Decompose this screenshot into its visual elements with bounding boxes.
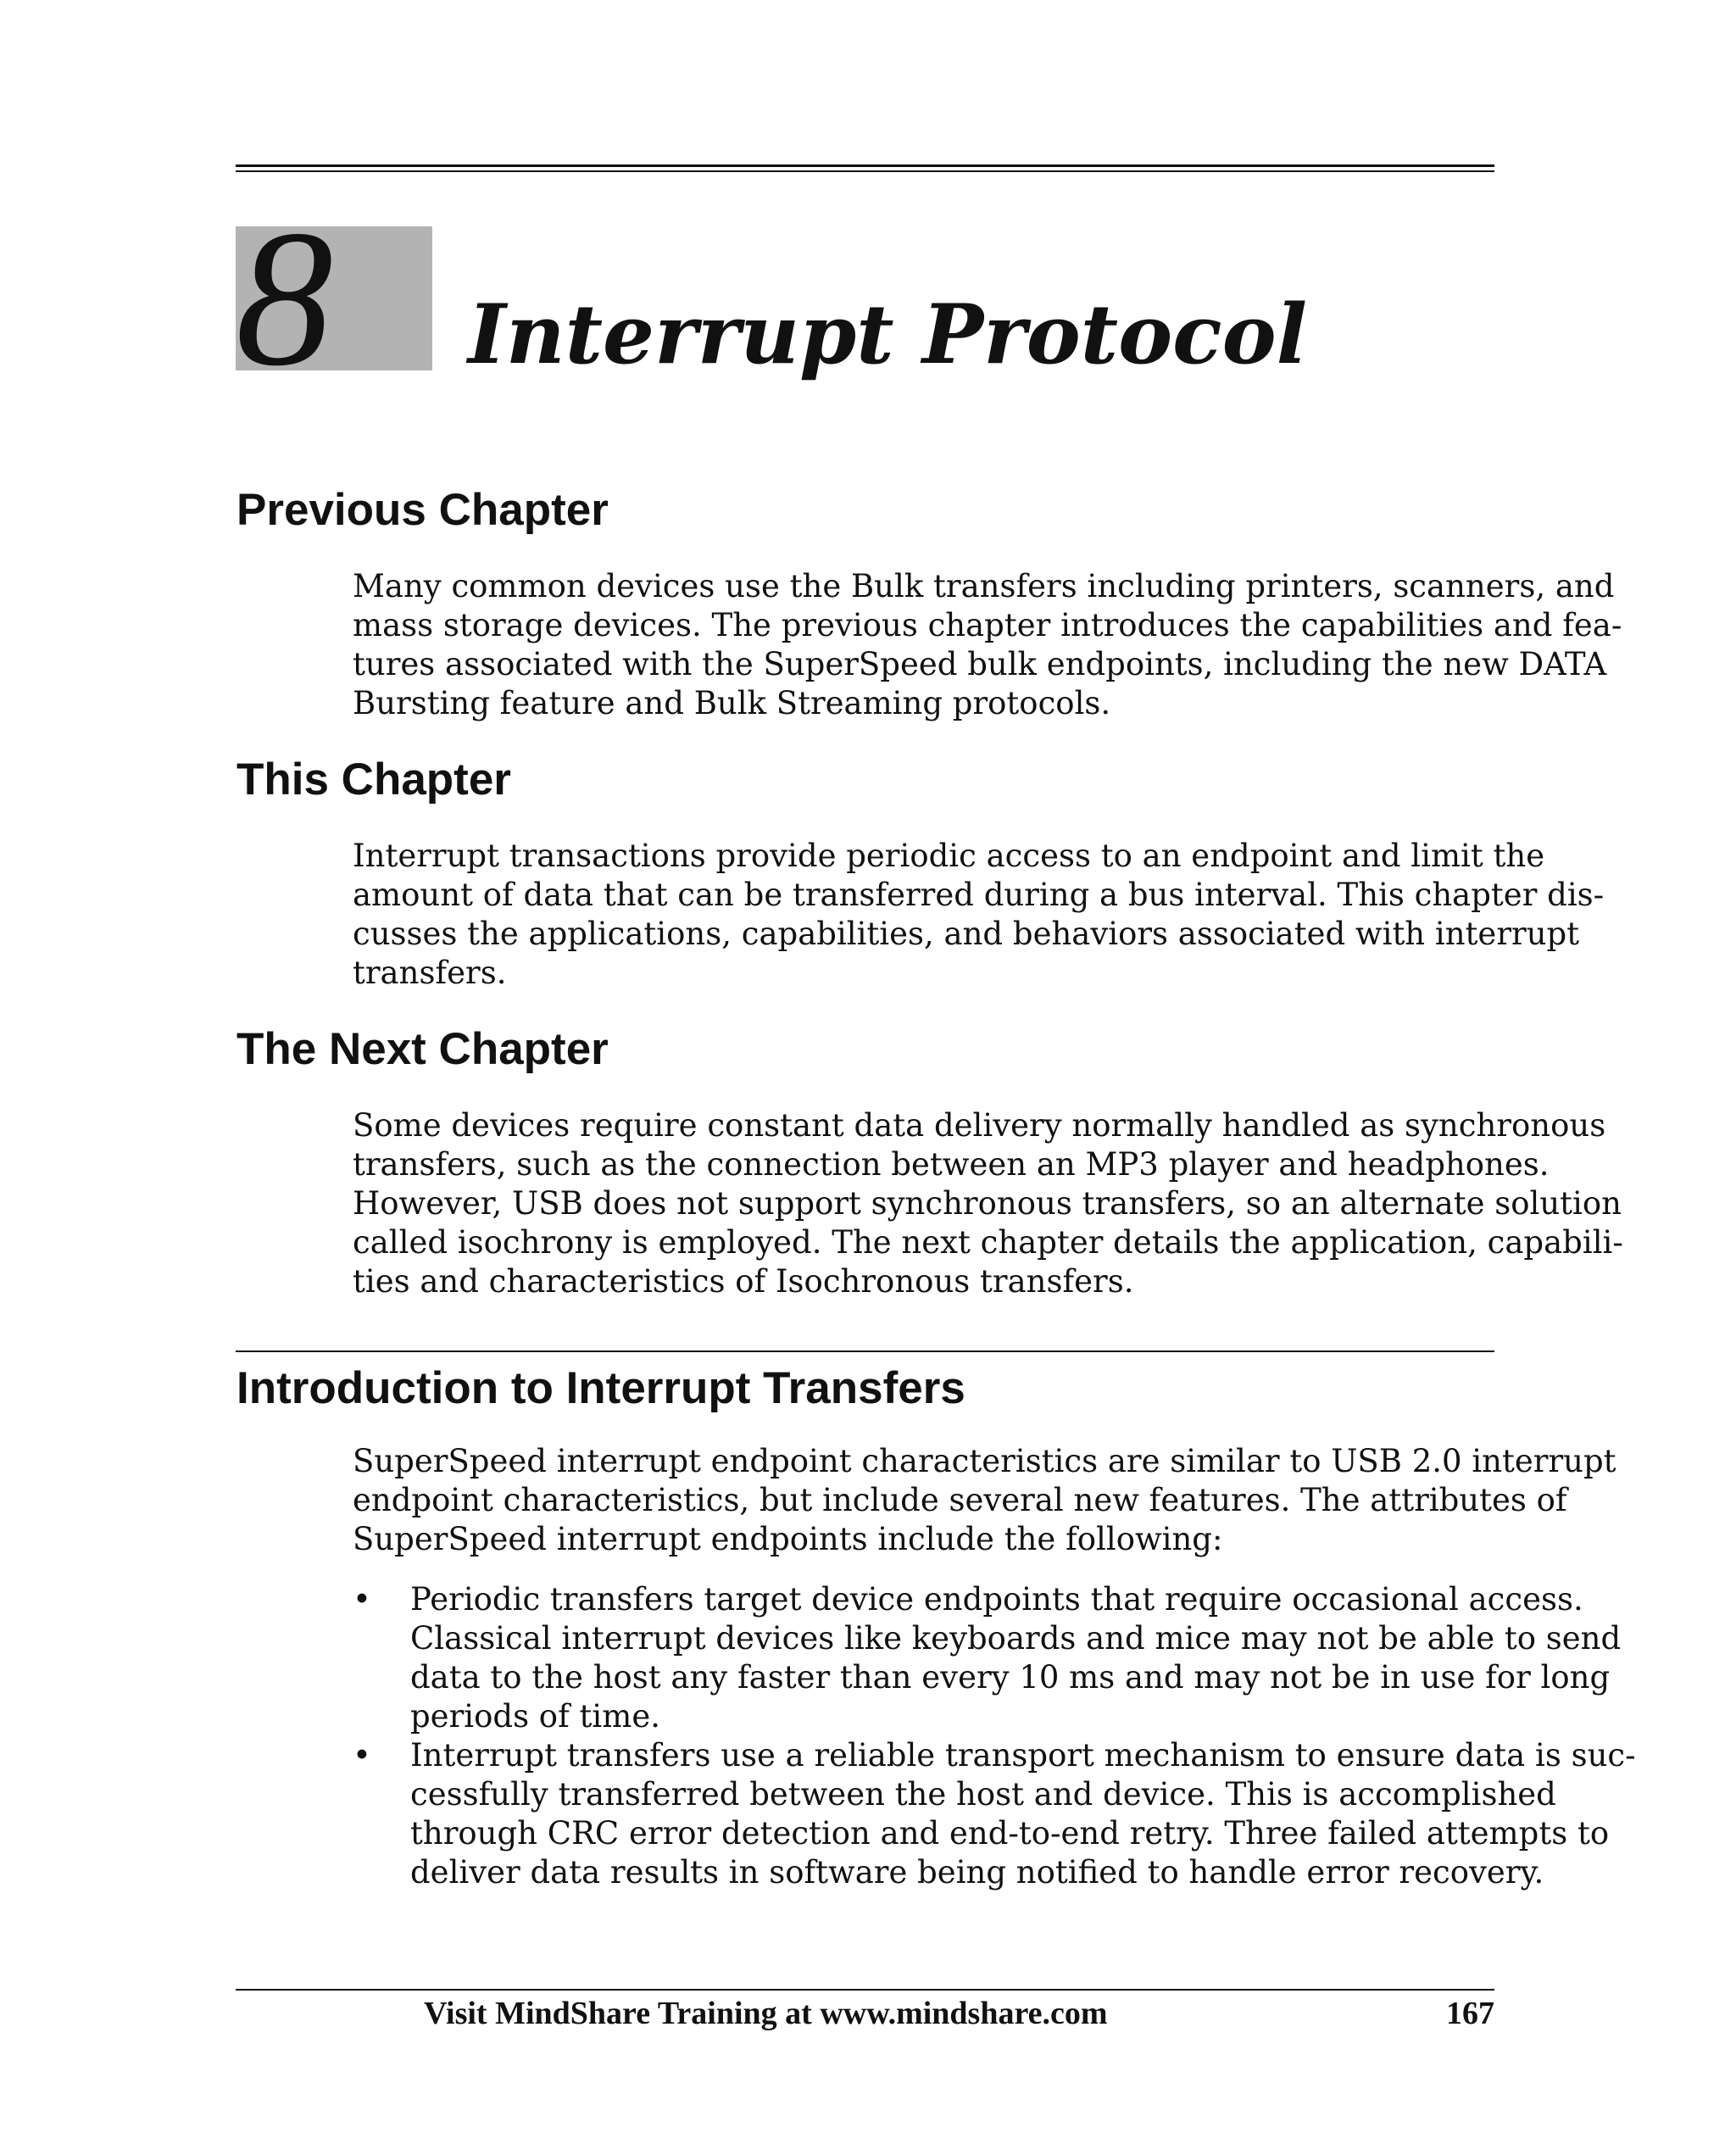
- intro-heading: Introduction to Interrupt Transfers: [236, 1363, 965, 1413]
- paragraph-line: However, USB does not support synchronous transfers, so an alternate solution: [353, 1185, 1622, 1222]
- bullet-line: Interrupt transfers use a reliable transport mechanism to ensure data is suc-: [410, 1737, 1636, 1774]
- footer-rule: [236, 1989, 1494, 1991]
- paragraph-line: Many common devices use the Bulk transfers including printers, scanners, and: [353, 568, 1615, 604]
- paragraph-line: Interrupt transactions provide periodic access to an endpoint and limit the: [353, 838, 1545, 874]
- bullet-line: through CRC error detection and end-to-end retry. Three failed attempts to: [410, 1815, 1610, 1852]
- footer-link-text: Visit MindShare Training at www.mindshare.com: [424, 1996, 1108, 2031]
- this-chapter-paragraph: [353, 837, 1605, 993]
- top-rule: [236, 164, 1494, 167]
- this-chapter-heading: This Chapter: [236, 755, 511, 805]
- paragraph-line: transfers.: [353, 955, 507, 991]
- paragraph-line: mass storage devices. The previous chapter introduces the capabilities and fea-: [353, 607, 1622, 643]
- bullet-line: periods of time.: [410, 1698, 660, 1735]
- chapter-number-box: [236, 226, 432, 370]
- previous-chapter-paragraph: [353, 567, 1622, 723]
- paragraph-line: amount of data that can be transferred during a bus interval. This chapter dis-: [353, 877, 1605, 913]
- next-chapter-heading: The Next Chapter: [236, 1024, 609, 1074]
- bullet-item-reliable: [353, 1736, 1636, 1892]
- bullet-line: data to the host any faster than every 10 ms and may not be in use for long: [410, 1659, 1611, 1696]
- bullet-line: cessfully transferred between the host and device. This is accomplished: [410, 1776, 1556, 1813]
- chapter-number: 8: [236, 226, 333, 370]
- paragraph-line: Bursting feature and Bulk Streaming protocols.: [353, 685, 1111, 721]
- paragraph-line: Some devices require constant data delivery normally handled as synchronous: [353, 1107, 1606, 1144]
- bullet-marker: •: [353, 1581, 371, 1618]
- paragraph-line: endpoint characteristics, but include several new features. The attributes of: [353, 1482, 1567, 1518]
- intro-paragraph: [353, 1442, 1616, 1559]
- page-number: 167: [1446, 1996, 1494, 2031]
- bullet-line: Classical interrupt devices like keyboards and mice may not be able to send: [410, 1620, 1622, 1657]
- paragraph-line: cusses the applications, capabilities, and behaviors associated with interrupt: [353, 916, 1580, 952]
- next-chapter-paragraph: [353, 1106, 1623, 1301]
- paragraph-line: ties and characteristics of Isochronous transfers.: [353, 1263, 1134, 1300]
- paragraph-line: tures associated with the SuperSpeed bulk endpoints, including the new DATA: [353, 646, 1607, 682]
- paragraph-line: transfers, such as the connection between an MP3 player and headphones.: [353, 1146, 1550, 1183]
- bullet-marker: •: [353, 1737, 371, 1774]
- intro-bullet-list: [353, 1580, 1636, 1892]
- bullet-line: Periodic transfers target device endpoints that require occasional access.: [410, 1581, 1583, 1618]
- previous-chapter-heading: Previous Chapter: [236, 485, 609, 535]
- section-divider: [236, 1350, 1494, 1352]
- top-rule-secondary: [236, 170, 1494, 172]
- bullet-item-periodic: [353, 1580, 1622, 1736]
- paragraph-line: SuperSpeed interrupt endpoint characteristics are similar to USB 2.0 interrupt: [353, 1443, 1616, 1479]
- chapter-title: Interrupt Protocol: [468, 287, 1308, 382]
- bullet-line: deliver data results in software being notified to handle error recovery.: [410, 1854, 1544, 1891]
- paragraph-line: SuperSpeed interrupt endpoints include the following:: [353, 1521, 1223, 1557]
- paragraph-line: called isochrony is employed. The next chapter details the application, capabili-: [353, 1224, 1623, 1261]
